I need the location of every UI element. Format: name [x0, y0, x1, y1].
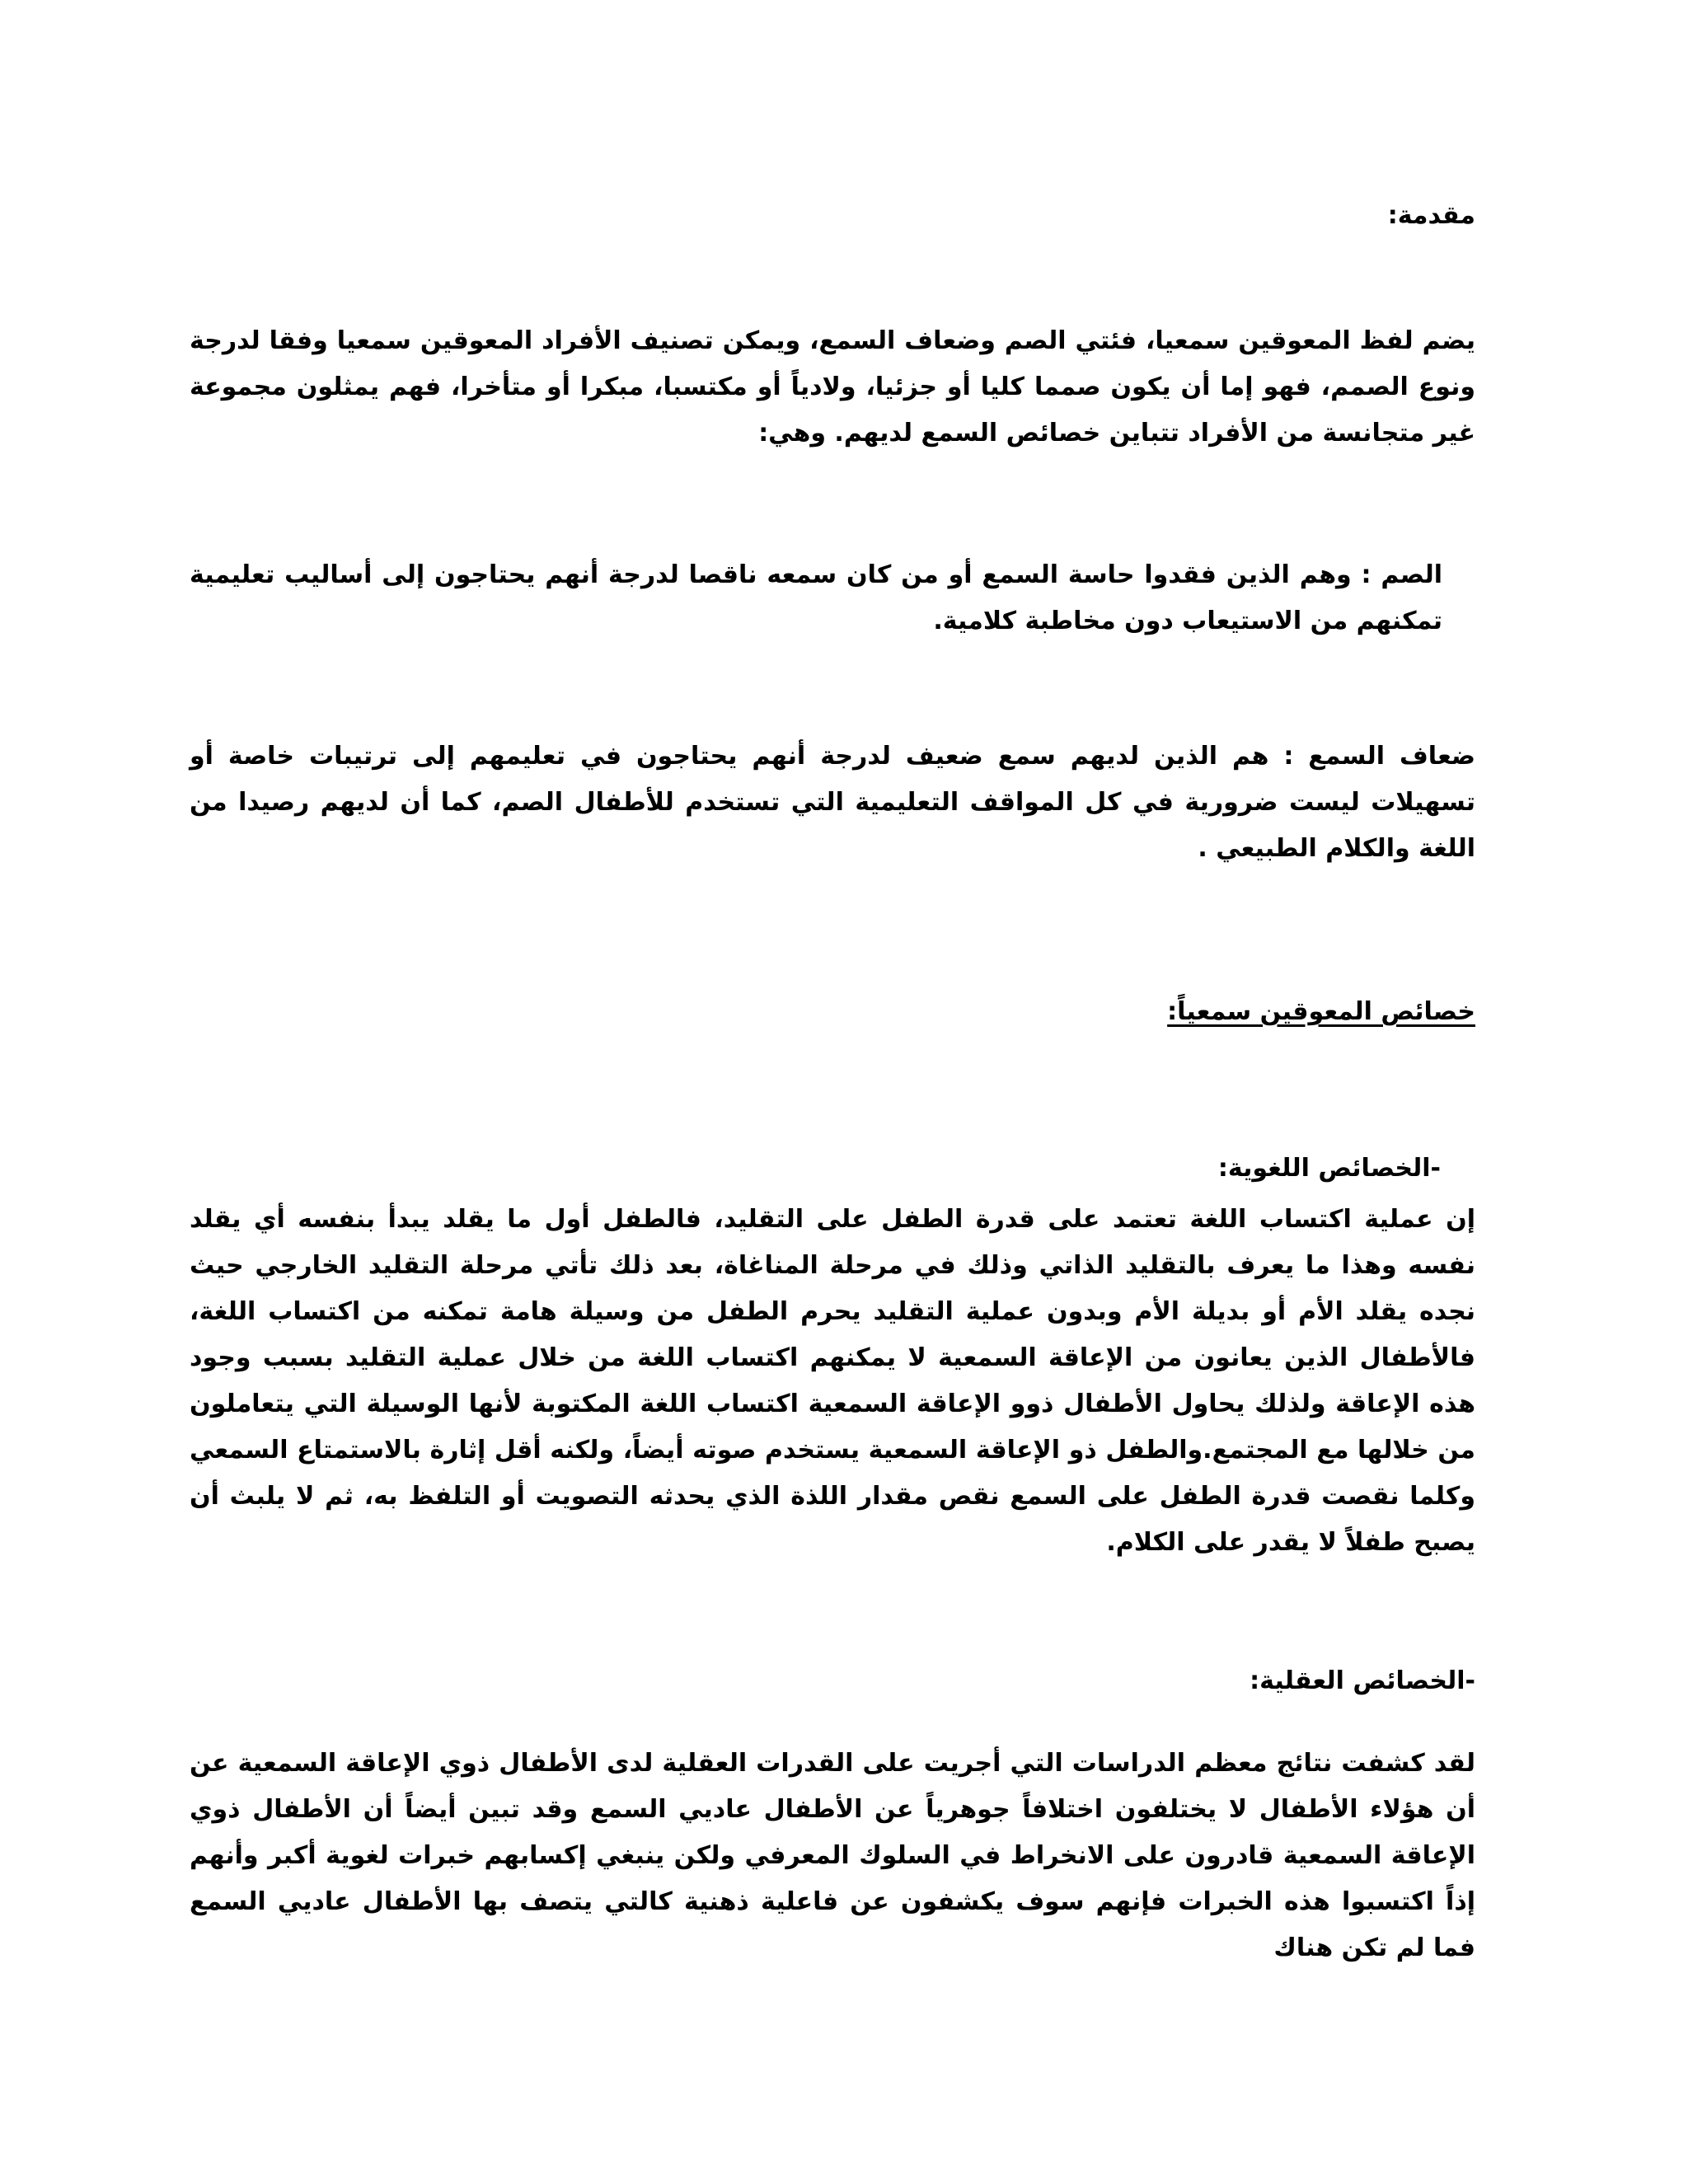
intro-paragraph: يضم لفظ المعوقين سمعيا، فئتي الصم وضعاف السمع، ويمكن تصنيف الأفراد المعوقين سمعيا وفقا لدرجة ونوع الصمم، فهو إما أن يكون صمما كليا أو جزئيا، ولادياً أو مكتسبا، مبكرا أو متأخرا، فهم يمثلون مجموعة غير متجانسة من الأفراد تتباين خصائص السمع لديهم. وهي:: [190, 326, 1475, 448]
language-characteristics-heading: -الخصائص اللغوية:: [1217, 1154, 1441, 1183]
mental-characteristics-paragraph: لقد كشفت نتائج معظم الدراسات التي أجريت على القدرات العقلية لدى الأطفال ذوي الإعاقة السمعية عن أن هؤلاء الأطفال لا يختلفون اختلافاً جوهرياً عن الأطفال عاديي السمع وقد تبين أيضاً أن الأطفال ذوي الإعاقة السمعية قادرون على الانخراط في السلوك المعرفي ولكن ينبغي إكسابهم خبرات لغوية أكبر وأنهم إذاً اكتسبوا هذه الخبرات فإنهم سوف يكشفون عن فاعلية ذهنية كالتي يتصف بها الأطفال عاديي السمع فما لم تكن هناك: [190, 1749, 1475, 1962]
language-characteristics-paragraph: إن عملية اكتساب اللغة تعتمد على قدرة الطفل على التقليد، فالطفل أول ما يقلد يبدأ بنفسه أي يقلد نفسه وهذا ما يعرف بالتقليد الذاتي وذلك في مرحلة المناغاة، بعد ذلك تأتي مرحلة التقليد الخارجي حيث نجده يقلد الأم أو بديلة الأم وبدون عملية التقليد يحرم الطفل من وسيلة هامة تمكنه من اكتساب اللغة، فالأطفال الذين يعانون من الإعاقة السمعية لا يمكنهم اكتساب اللغة من خلال عملية التقليد بسبب وجود هذه الإعاقة ولذلك يحاول الأطفال ذوو الإعاقة السمعية اكتساب اللغة المكتوبة لأنها الوسيلة التي يتعاملون من خلالها مع المجتمع.والطفل ذو الإعاقة السمعية يستخدم صوته أيضاً، ولكنه أقل إثارة بالاستمتاع السمعي وكلما نقصت قدرة الطفل على السمع نقص مقدار اللذة الذي يحدثه التصويت أو التلفظ به، ثم لا يلبث أن يصبح طفلاً لا يقدر على الكلام.: [190, 1205, 1475, 1557]
intro-heading: مقدمة:: [1387, 201, 1475, 230]
mental-characteristics-heading: -الخصائص العقلية:: [1250, 1666, 1475, 1695]
characteristics-heading: خصائص المعوقين سمعياً:: [1167, 997, 1475, 1026]
deaf-definition-paragraph: الصم : وهم الذين فقدوا حاسة السمع أو من كان سمعه ناقصا لدرجة أنهم يحتاجون إلى أساليب تعليمية تمكنهم من الاستيعاب دون مخاطبة كلامية.: [190, 560, 1442, 635]
hard-of-hearing-paragraph: ضعاف السمع : هم الذين لديهم سمع ضعيف لدرجة أنهم يحتاجون في تعليمهم إلى ترتيبات خاصة أو تسهيلات ليست ضرورية في كل المواقف التعليمية التي تستخدم للأطفال الصم، كما أن لديهم رصيدا من اللغة والكلام الطبيعي .: [190, 742, 1475, 863]
